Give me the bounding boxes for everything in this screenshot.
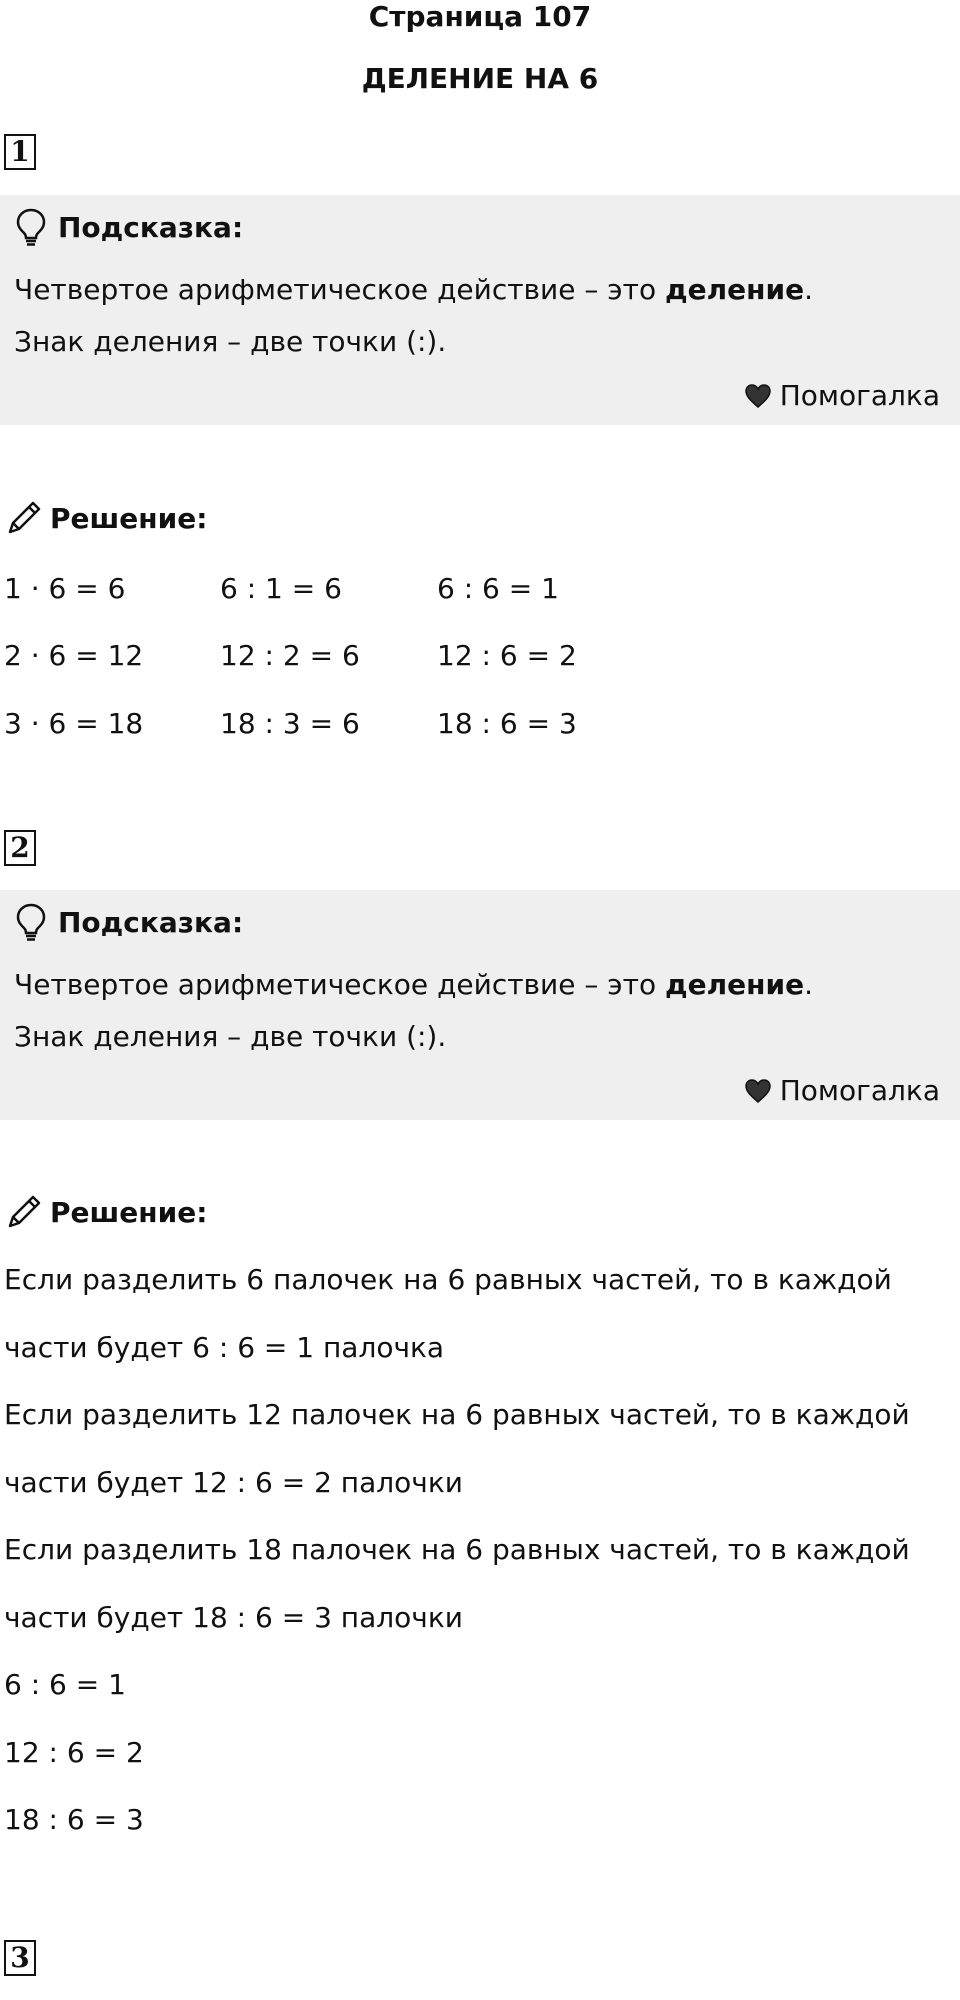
equation: 6 : 1 = 6: [220, 572, 342, 605]
equation: 12 : 2 = 6: [220, 639, 360, 672]
task-number-2: 2: [4, 830, 36, 866]
solution-line: 12 : 6 = 2: [4, 1736, 144, 1769]
solution-line: 6 : 6 = 1: [4, 1668, 126, 1701]
solution-line: Если разделить 6 палочек на 6 равных частей, то в каждой: [4, 1263, 892, 1296]
lightbulb-icon: [14, 902, 48, 942]
hint-box-2: [0, 890, 960, 1120]
solution-header-1: [4, 498, 207, 538]
hint-text-prefix: Четвертое арифметическое действие – это: [14, 273, 665, 306]
pencil-icon: [4, 1192, 44, 1232]
brand-signature: [744, 1074, 940, 1107]
equation: 18 : 6 = 3: [437, 707, 577, 740]
hint-header: [14, 207, 243, 247]
equation: 18 : 3 = 6: [220, 707, 360, 740]
hint-text-bold: деление: [665, 968, 805, 1001]
hint-title: Подсказка:: [58, 905, 244, 939]
equation: 3 · 6 = 18: [4, 707, 144, 740]
solution-line: части будет 12 : 6 = 2 палочки: [4, 1466, 463, 1499]
equation: 12 : 6 = 2: [437, 639, 577, 672]
page-title: Страница 107: [368, 0, 592, 33]
hint-text-suffix: .: [804, 968, 813, 1001]
hint-text-line-2: Знак деления – две точки (:).: [14, 325, 447, 358]
solution-title: Решение:: [50, 501, 208, 535]
equation: 2 · 6 = 12: [4, 639, 144, 672]
brand-signature: [744, 379, 940, 412]
brand-label: Помогалка: [779, 1074, 940, 1107]
solution-line: части будет 18 : 6 = 3 палочки: [4, 1601, 463, 1634]
solution-line: Если разделить 12 палочек на 6 равных частей, то в каждой: [4, 1398, 910, 1431]
solution-line: части будет 6 : 6 = 1 палочка: [4, 1331, 445, 1364]
hint-text-line-1: [14, 968, 813, 1001]
equation: 6 : 6 = 1: [437, 572, 559, 605]
brand-label: Помогалка: [779, 379, 940, 412]
solution-line: Если разделить 18 палочек на 6 равных частей, то в каждой: [4, 1533, 910, 1566]
task-number-3: 3: [4, 1940, 36, 1976]
hint-text-suffix: .: [804, 273, 813, 306]
pencil-icon: [4, 498, 44, 538]
hint-text-prefix: Четвертое арифметическое действие – это: [14, 968, 665, 1001]
hint-box-1: [0, 195, 960, 425]
solution-header-2: [4, 1192, 207, 1232]
solution-line: 18 : 6 = 3: [4, 1803, 144, 1836]
task-number-1: 1: [4, 134, 36, 170]
solution-title: Решение:: [50, 1195, 208, 1229]
heart-icon: [744, 383, 772, 409]
hint-header: [14, 902, 243, 942]
lightbulb-icon: [14, 207, 48, 247]
hint-title: Подсказка:: [58, 210, 244, 244]
hint-text-bold: деление: [665, 273, 805, 306]
section-title: ДЕЛЕНИЕ НА 6: [361, 62, 599, 95]
heart-icon: [744, 1078, 772, 1104]
hint-text-line-1: [14, 273, 813, 306]
hint-text-line-2: Знак деления – две точки (:).: [14, 1020, 447, 1053]
equation: 1 · 6 = 6: [4, 572, 126, 605]
